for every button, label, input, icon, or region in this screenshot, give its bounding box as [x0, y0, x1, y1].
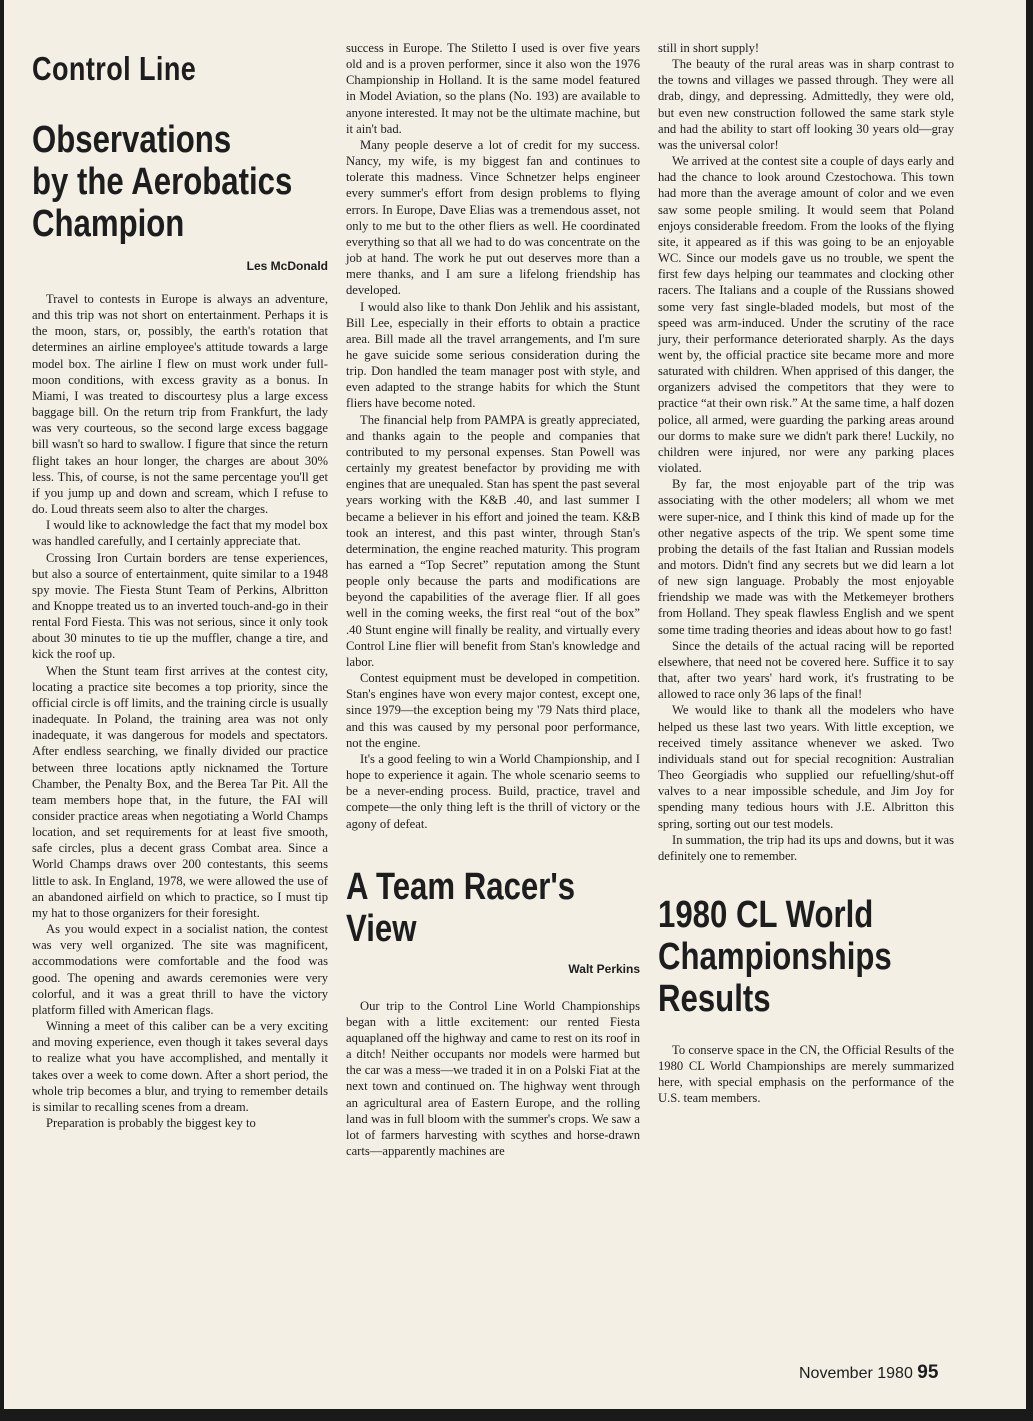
article1-title-line: Observations	[32, 119, 232, 161]
footer-date: November 1980	[799, 1365, 913, 1382]
paragraph: Crossing Iron Curtain borders are tense experiences, but also a source of entertainment, quite similar to a 1948 spy movie. The Fiesta Stunt Team of Perkins, Albritton and Knoppe treated us to an inverted touch-and-go in their rental Ford Fiesta. This was not serious, since it only took about 30 minutes to tie up the muffler, change a tire, and kick the roof up.	[32, 550, 328, 662]
paragraph: The financial help from PAMPA is greatly appreciated, and thanks again to the people and companies that contributed to my personal expenses. Stan Powell was certainly my greatest benefactor by providing me with engines that are unequaled. Stan has spent the past several years working with the K&B .40, and last summer I became a believer in his effort and joined the team. K&B took an interest, and this past winter, through Stan's determination, the engine reached maturity. This program has earned a “Top Secret” reputation among the Stunt people only because the parts and modifications are beyond the capabilities of the average flier. If all goes well in the coming weeks, the first real “out of the box” .40 Stunt engine will finally be reality, and virtually every Control Line flier will benefit from Stan's knowledge and labor.	[346, 412, 640, 669]
paragraph: We would like to thank all the modelers who have helped us these last two years. With little exception, we received timely assitance whenever we asked. Two individuals stand out for special recognition: Australian Theo Georgiadis who supplied our refuelling/shut-off valves to a near impossible schedule, and Jim Joy for spending many tedious hours with J.E. Albritton this spring, sorting out our test models.	[658, 703, 954, 831]
page-footer	[799, 1362, 938, 1384]
paragraph: I would like to acknowledge the fact that my model box was handled carefully, and I certainly appreciate that.	[32, 518, 328, 549]
paragraph: When the Stunt team first arrives at the contest city, locating a practice site becomes a top priority, since the official circle is off limits, and the training circle is usually inadequate. In Poland, the training area was not only inadequate, it was dangerous for models and spectators. After endless searching, we finally divided our practice between three locations aptly nicknamed the Torture Chamber, the Penalty Box, and the Berea Tar Pit. All the team members hope that, in the future, the FAI will consider practice areas when negotiating a World Champs location, and set requirements for at least five smooth, safe circles, plus a decent grass Combat area. Since a World Champs draws over 200 contestants, this seems little to ask. In England, 1978, we were allowed the use of an abandoned airfield on which to practice, so I must tip my hat to those organizers for their foresight.	[32, 663, 328, 920]
paragraph: Our trip to the Control Line World Championships began with a little excitement: our rented Fiesta aquaplaned off the highway and came to rest on its roof in a ditch! Neither occupants nor models were harmed but the car was a mess—we traded it in on a Polski Fiat at the next town and continued on. The highway went through an agricultural area of Eastern Europe, and the rolling land was in full bloom with the summer's crops. We saw a lot of farmers harvesting with scythes and horse-drawn carts—apparently machines are	[346, 998, 640, 1159]
column-2	[346, 40, 640, 1159]
paragraph: We arrived at the contest site a couple of days early and had the chance to look around Czestochowa. This town had more than the average amount of color and we even saw some people smiling. It would seem that Poland enjoys considerable freedom. From the looks of the flying site, it appeared as if this was going to be an enjoyable WC. Since our models gave us no trouble, we spent the first few days helping our teammates and clocking other racers. The Italians and a couple of the Russians showed some very fast single-bladed models, but most of the speed was arm-induced. Under the scrutiny of the race jury, their performance deteriorated sharply. As the days went by, the official practice site became more and more saturated with children. When apprised of this danger, the organizers advised the competitors that they were to practice “at their own risk.” At the same time, a half dozen police, all armed, were guarding the parking areas around our dorms to make sure we didn't park there! Luckily, no children were injured, nor were any parking places violated.	[658, 154, 954, 476]
article3-title	[658, 894, 954, 1020]
article2-byline: Walt Perkins	[568, 961, 640, 976]
paragraph: Since the details of the actual racing will be reported elsewhere, that need not be covered here. Suffice it to say that, after two years' hard work, it's frustrating to be allowed to race only 36 laps of the final!	[658, 638, 954, 702]
article1-title-line: by the Aerobatics	[32, 161, 293, 203]
article2-title-line: A Team Racer's	[346, 865, 576, 908]
section-heading: Control Line	[32, 50, 197, 87]
paragraph: success in Europe. The Stiletto I used is over five years old and is a proven performer, since it also won the 1976 Championship in Holland. It is the same model featured in Model Aviation, so the plans (No. 193) are available to anyone interested. It may not be the ultimate machine, but it ain't bad.	[346, 41, 640, 136]
article1-title	[32, 119, 328, 245]
article3-title-line: Championships	[658, 935, 892, 978]
paragraph: still in short supply!	[658, 41, 760, 55]
magazine-page	[4, 0, 1026, 1409]
article1-byline: Les McDonald	[246, 259, 328, 273]
paragraph: Contest equipment must be developed in competition. Stan's engines have won every major contest, except one, since 1979—the exception being my '79 Nats third place, and this was caused by my personal poor performance, not the engine.	[346, 671, 640, 750]
article3-title-line: Results	[658, 977, 771, 1020]
article2-title-line: View	[346, 907, 417, 950]
article1-title-line: Champion	[32, 203, 185, 245]
paragraph: Many people deserve a lot of credit for my success. Nancy, my wife, is my biggest fan and continues to tolerate this madness. Vince Schnetzer helps engineer every summer's effort from design problems to flying errors. In Europe, Dave Elias was a tremendous asset, not only to me but to the other fliers as well. He coordinated everything so that all we had to do was concentrate on the job at hand. The work he put out deserves more than a mere thanks, and I am sure a lifelong friendship has developed.	[346, 137, 640, 298]
article2-title	[346, 866, 640, 950]
paragraph: Preparation is probably the biggest key to	[46, 1115, 256, 1130]
paragraph: As you would expect in a socialist nation, the contest was very well organized. The site was magnificent, accommodations were comfortable and the food was good. The opening and awards ceremonies were very colorful, and it was a great thrill to have the victory platform filled with American flags.	[32, 922, 328, 1017]
article3-title-line: 1980 CL World	[658, 893, 874, 936]
page-number: 95	[917, 1362, 939, 1383]
paragraph: To conserve space in the CN, the Official Results of the 1980 CL World Championships are merely summarized here, with special emphasis on the performance of the U.S. team members.	[658, 1042, 954, 1106]
paragraph: The beauty of the rural areas was in sharp contrast to the towns and villages we passed through. They were all drab, dingy, and depressing. Admittedly, they were old, but even new construction followed the same stark style and had the ability to start off looking 30 years old—gray was the universal color!	[658, 57, 954, 152]
paragraph: Travel to contests in Europe is always an adventure, and this trip was not short on entertainment. Perhaps it is the moon, stars, or, possibly, the earth's rotation that determines an airline employee's attitude towards a large model box. The airline I flew on must work under full-moon conditions, with excess gravity as a bonus. In Miami, I was treated to discourtesy plus a large excess baggage bill. On the return trip from Frankfurt, the lady was very courteous, so the second large excess baggage bill wasn't so hard to swallow. I figure that since the return flight takes an hour longer, the charges are about 30% less. This, of course, is not the same percentage you'll get if you jump up and down and scream, which I refuse to do. Loud threats seem also to alter the charges.	[32, 292, 328, 517]
paragraph: It's a good feeling to win a World Championship, and I hope to experience it again. The whole scenario seems to be a never-ending process. Build, practice, travel and compete—the only thing left is the thrill of victory or the agony of defeat.	[346, 751, 640, 831]
paragraph: In summation, the trip had its ups and downs, but it was definitely one to remember.	[658, 832, 954, 863]
paragraph: By far, the most enjoyable part of the trip was associating with the other modelers; all whom we met were super-nice, and I think this kind of made up for the other negative aspects of the trip. We spent some time probing the details of the fast Italian and Russian models and motors. Didn't find any secrets but we did learn a lot of new sign language. Probably the most enjoyable friendship we made was with the Metkemeyer brothers from Holland. They speak flawless English and we spent some time trading theories and ideas about how to go fast!	[658, 477, 954, 637]
column-3	[658, 40, 954, 1107]
paragraph: Winning a meet of this caliber can be a very exciting and moving experience, even though it takes several days to realize what you have accomplished, and mentally it takes over a week to come down. After a short period, the whole trip becomes a blur, and trying to remember details is similar to recalling scenes from a dream.	[32, 1019, 328, 1114]
column-1	[32, 40, 328, 1131]
paragraph: I would also like to thank Don Jehlik and his assistant, Bill Lee, especially in their efforts to obtain a practice area. Bill made all the travel arrangements, and I'm sure he gave suicide some serious consideration during the trip. Don handled the team manager post with style, and even adapted to the strange habits for which the Stunt fliers have become noted.	[346, 299, 640, 411]
